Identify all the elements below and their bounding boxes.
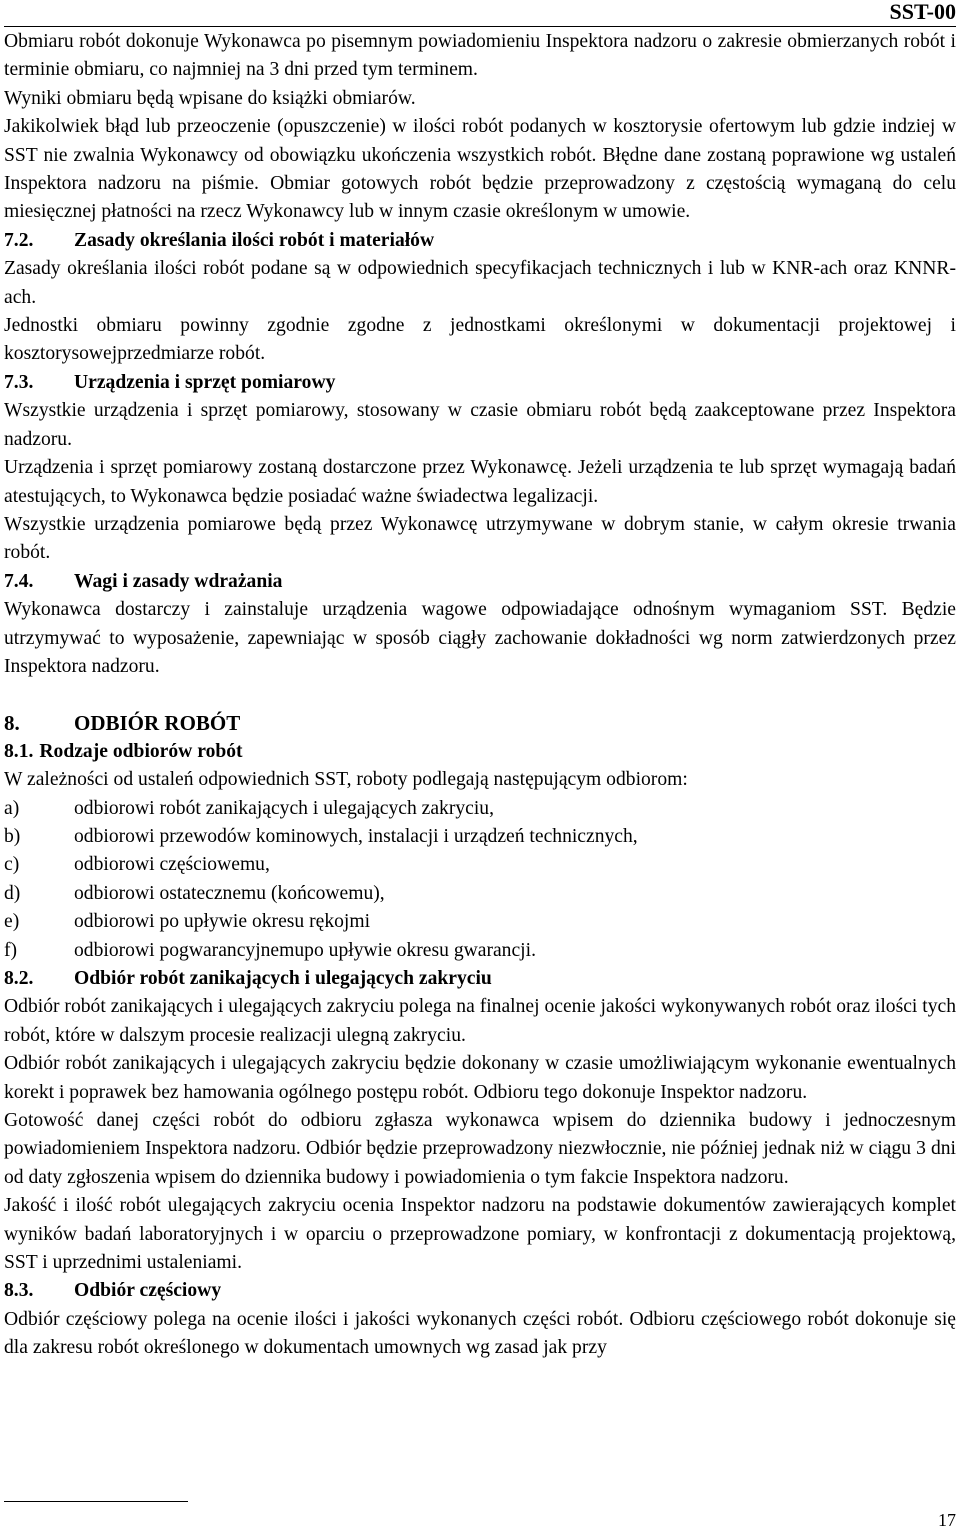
page-body	[4, 28, 956, 1363]
section-number: 8.	[4, 711, 20, 736]
section-heading-7-2	[4, 227, 956, 255]
section-title: ODBIÓR ROBÓT	[74, 711, 241, 736]
section-heading-7-3	[4, 369, 956, 397]
section-number: 7.3.	[4, 371, 34, 393]
header-divider	[4, 26, 956, 27]
section-number: 7.2.	[4, 229, 34, 251]
paragraph: Obmiaru robót dokonuje Wykonawca po pisemnym powiadomieniu Inspektora nadzoru o zakresie obmierzanych robót i terminie obmiaru, co najmniej na 3 dni przed tym terminem.	[4, 31, 956, 81]
footer-divider	[4, 1501, 188, 1502]
list-item-text: odbiorowi po upływie okresu rękojmi	[74, 911, 371, 933]
list-marker: b)	[4, 825, 21, 847]
paragraph: Odbiór robót zanikających i ulegających zakryciu będzie dokonany w czasie umożliwiającym wykonanie ewentualnych korekt i poprawek bez hamowania ogólnego postępu robót. Odbioru tego dokonuje Inspektor nadzoru.	[4, 1053, 956, 1103]
list-item	[4, 880, 956, 908]
section-number: 7.4.	[4, 570, 34, 592]
list-item	[4, 823, 956, 851]
paragraph: Zasady określania ilości robót podane są w odpowiednich specyfikacjach technicznych i lub w KNR-ach oraz KNNR-ach.	[4, 258, 956, 308]
section-title: Wagi i zasady wdrażania	[74, 570, 283, 592]
acceptance-types-list	[4, 795, 956, 965]
list-item	[4, 851, 956, 879]
paragraph: Odbiór częściowy polega na ocenie ilości i jakości wykonanych części robót. Odbioru częściowego robót dokonuje się dla zakresu robót określonego w dokumentach umownych wg zasad jak przy	[4, 1308, 956, 1359]
page-number: 17	[938, 1510, 956, 1530]
list-item-text: odbiorowi przewodów kominowych, instalacji i urządzeń technicznych,	[74, 825, 638, 847]
paragraph: Jakość i ilość robót ulegających zakryciu ocenia Inspektor nadzoru na podstawie dokumentów zawierających komplet wyników badań laboratoryjnych i w oparciu o przeprowadzone pomiary, w konfrontacji z dokumentacją projektową, SST i uprzednimi ustaleniami.	[4, 1195, 956, 1274]
section-title: Urządzenia i sprzęt pomiarowy	[74, 371, 336, 393]
section-title: Zasady określania ilości robót i materiałów	[74, 229, 435, 251]
section-heading-7-4	[4, 568, 956, 596]
paragraph: Jakikolwiek błąd lub przeoczenie (opuszczenie) w ilości robót podanych w kosztorysie ofertowym lub gdzie indziej w SST nie zwalnia Wykonawcy od obowiązku ukończenia wszystkich robót. Błędne dane zostaną poprawione wg ustaleń Inspektora nadzoru na piśmie. Obmiar gotowych robót będzie przeprowadzony z częstością wymaganą do celu miesięcznej płatności na rzecz Wykonawcy lub w innym czasie określonym w umowie.	[4, 116, 956, 223]
paragraph: W zależności od ustaleń odpowiednich SST, roboty podlegają następującym odbiorom:	[4, 769, 688, 791]
list-marker: e)	[4, 911, 20, 933]
section-heading-8-1	[4, 738, 956, 766]
paragraph: Odbiór robót zanikających i ulegających zakryciu polega na finalnej ocenie jakości wykonywanych robót oraz ilości tych robót, które w dalszym procesie realizacji ulegną zakryciu.	[4, 996, 956, 1046]
section-number: 8.1.	[4, 740, 34, 762]
list-item	[4, 937, 956, 965]
paragraph: Wyniki obmiaru będą wpisane do książki obmiarów.	[4, 87, 416, 109]
list-marker: c)	[4, 854, 20, 876]
list-item-text: odbiorowi robót zanikających i ulegających zakryciu,	[74, 797, 495, 819]
list-item	[4, 795, 956, 823]
list-marker: d)	[4, 882, 21, 904]
list-item	[4, 908, 956, 936]
list-marker: f)	[4, 939, 18, 961]
paragraph: Urządzenia i sprzęt pomiarowy zostaną dostarczone przez Wykonawcę. Jeżeli urządzenia te lub sprzęt wymagają badań atestujących, to Wykonawca będzie posiadać ważne świadectwa legalizacji.	[4, 457, 956, 507]
list-item-text: odbiorowi pogwarancyjnemupo upływie okresu gwarancji.	[74, 939, 536, 961]
section-number: 8.2.	[4, 968, 34, 989]
paragraph: Wykonawca dostarczy i zainstaluje urządzenia wagowe odpowiadające odnośnym wymaganiom SST. Będzie utrzymywać to wyposażenie, zapewniając w sposób ciągły zachowanie dokładności wg norm zatwierdzonych przez Inspektora nadzoru.	[4, 599, 956, 677]
spacer	[4, 681, 956, 709]
section-title: Odbiór robót zanikających i ulegających zakryciu	[74, 968, 492, 989]
section-title: Odbiór częściowy	[74, 1280, 222, 1302]
section-title: Rodzaje odbiorów robót	[39, 740, 243, 762]
list-item-text: odbiorowi ostatecznemu (końcowemu),	[74, 882, 385, 904]
paragraph: Wszystkie urządzenia pomiarowe będą przez Wykonawcę utrzymywane w dobrym stanie, w całym okresie trwania robót.	[4, 513, 956, 564]
document-code: SST-00	[889, 0, 956, 24]
chapter-heading-8	[4, 709, 956, 737]
list-item-text: odbiorowi częściowemu,	[74, 854, 270, 876]
list-marker: a)	[4, 797, 20, 819]
section-number: 8.3.	[4, 1280, 34, 1302]
section-heading-8-2	[4, 965, 956, 993]
paragraph: Gotowość danej części robót do odbioru zgłasza wykonawca wpisem do dziennika budowy i jednoczesnym powiadomieniem Inspektora nadzoru. Odbiór będzie przeprowadzony niezwłocznie, nie później jednak niż w ciągu 3 dni od daty zgłoszenia wpisem do dziennika budowy i powiadomienia o tym fakcie Inspektora nadzoru.	[4, 1110, 956, 1188]
paragraph: Wszystkie urządzenia i sprzęt pomiarowy, stosowany w czasie obmiaru robót będą zaakceptowane przez Inspektora nadzoru.	[4, 400, 956, 450]
paragraph: Jednostki obmiaru powinny zgodnie zgodne z jednostkami określonymi w dokumentacji projektowej i kosztorysowejprzedmiarze robót.	[4, 315, 956, 365]
section-heading-8-3	[4, 1277, 956, 1305]
